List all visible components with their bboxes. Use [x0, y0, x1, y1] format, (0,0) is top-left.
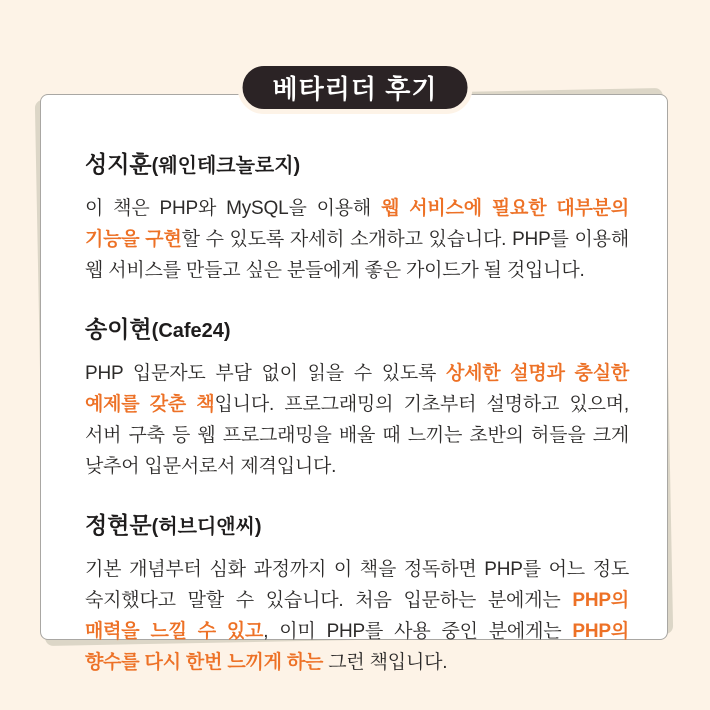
review-section-2 — [85, 316, 629, 482]
plain-phrase: 기본 개념부터 심화 과정까지 이 책을 정독하면 PHP를 어느 정도 숙지했다고 말할 수 있습니다. 처음 입문하는 분에게는 — [85, 559, 629, 611]
plain-phrase: 할 수 있도록 자세히 소개하고 있습니다. PHP를 이용해 웹 서비스를 만들고 싶은 분들에게 좋은 가이드가 될 것입니다. — [85, 229, 629, 281]
review-section-3 — [85, 512, 629, 678]
plain-phrase: 입니다. 프로그래밍의 기초부터 설명하고 있으며, 서버 구축 등 웹 프로그래밍을 배울 때 느끼는 초반의 허들을 크게 낮추어 입문서로서 제격입니다. — [85, 394, 629, 477]
reviewer-name-line — [85, 512, 629, 541]
reviewer-affiliation: (허브디앤씨) — [151, 516, 262, 538]
reviewer-name: 정현문 — [85, 512, 152, 538]
plain-phrase: 이 책은 PHP와 MySQL을 이용해 — [85, 198, 382, 219]
review-text — [85, 554, 629, 678]
highlighted-phrase: 상세한 설명과 충실한 예제를 갖춘 책 — [85, 363, 629, 415]
review-card — [40, 94, 668, 673]
plain-phrase: , 이미 PHP를 사용 중인 분에게는 — [263, 621, 573, 642]
highlighted-phrase: PHP의 향수를 다시 한번 느끼게 하는 — [85, 621, 629, 673]
reviewer-name: 성지훈 — [85, 151, 152, 177]
reviewer-name-line — [85, 151, 629, 180]
highlighted-phrase: PHP의 매력을 느낄 수 있고 — [85, 590, 629, 642]
plain-phrase: 그런 책입니다. — [323, 652, 448, 673]
reviewer-affiliation: (웨인테크놀로지) — [151, 155, 301, 177]
reviewer-name-line — [85, 316, 629, 345]
title-badge-label: 베타리더 후기 — [272, 74, 438, 104]
review-section-1 — [85, 151, 629, 286]
review-text — [85, 358, 629, 482]
title-badge — [238, 61, 473, 114]
highlighted-phrase: 웹 서비스에 필요한 대부분의 기능을 구현 — [85, 198, 629, 250]
review-text — [85, 193, 629, 286]
reviewer-name: 송이현 — [85, 316, 152, 342]
reviewer-affiliation: (Cafe24) — [151, 320, 231, 342]
plain-phrase: PHP 입문자도 부담 없이 읽을 수 있도록 — [85, 363, 446, 384]
